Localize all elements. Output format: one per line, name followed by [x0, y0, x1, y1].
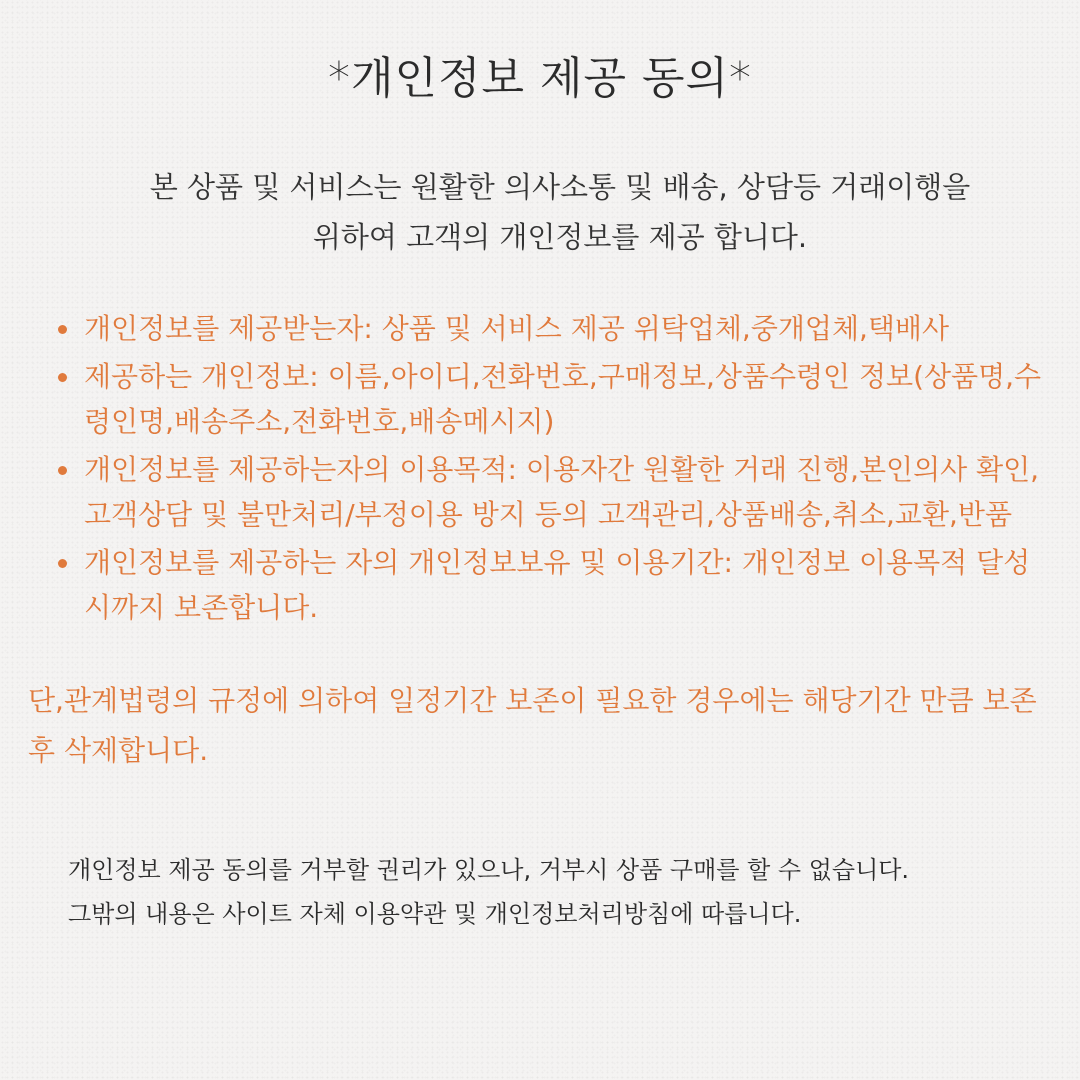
bullet-icon [58, 373, 67, 382]
retention-note: 단,관계법령의 규정에 의하여 일정기간 보존이 필요한 경우에는 해당기간 만큼 보존 후 삭제합니다. [28, 684, 1037, 767]
list-item-text: 개인정보를 제공하는자의 이용목적: 이용자간 원활한 거래 진행,본인의사 확인, 고객상담 및 불만처리/부정이용 방지 등의 고객관리,상품배송,취소,교환,반품 [84, 453, 1040, 531]
list-item [0, 354, 1080, 444]
list-item [0, 306, 1080, 351]
consent-details-list [0, 306, 1080, 633]
list-item-text: 개인정보를 제공하는 자의 개인정보보유 및 이용기간: 개인정보 이용목적 달성시까지 보존합니다. [84, 546, 1031, 624]
footer-line: 그밖의 내용은 사이트 자체 이용약관 및 개인정보처리방침에 따릅니다. [68, 900, 802, 928]
bullet-icon [58, 466, 67, 475]
footer-notice [68, 848, 1048, 936]
page-title: *개인정보 제공 동의* [327, 53, 752, 104]
list-item-text: 제공하는 개인정보: 이름,아이디,전화번호,구매정보,상품수령인 정보(상품명,수령인명,배송주소,전화번호,배송메시지) [84, 360, 1042, 438]
bullet-icon [58, 325, 67, 334]
list-item [0, 540, 1080, 630]
list-item [0, 447, 1080, 537]
list-item-text: 개인정보를 제공받는자: 상품 및 서비스 제공 위탁업체,중개업체,택배사 [84, 312, 950, 345]
footer-line: 개인정보 제공 동의를 거부할 권리가 있으나, 거부시 상품 구매를 할 수 없습니다. [68, 856, 910, 884]
bullet-icon [58, 559, 67, 568]
intro-line: 본 상품 및 서비스는 원활한 의사소통 및 배송, 상담등 거래이행을 [149, 170, 971, 204]
intro-line: 위하여 고객의 개인정보를 제공 합니다. [312, 220, 808, 254]
intro-paragraph [60, 162, 1060, 262]
